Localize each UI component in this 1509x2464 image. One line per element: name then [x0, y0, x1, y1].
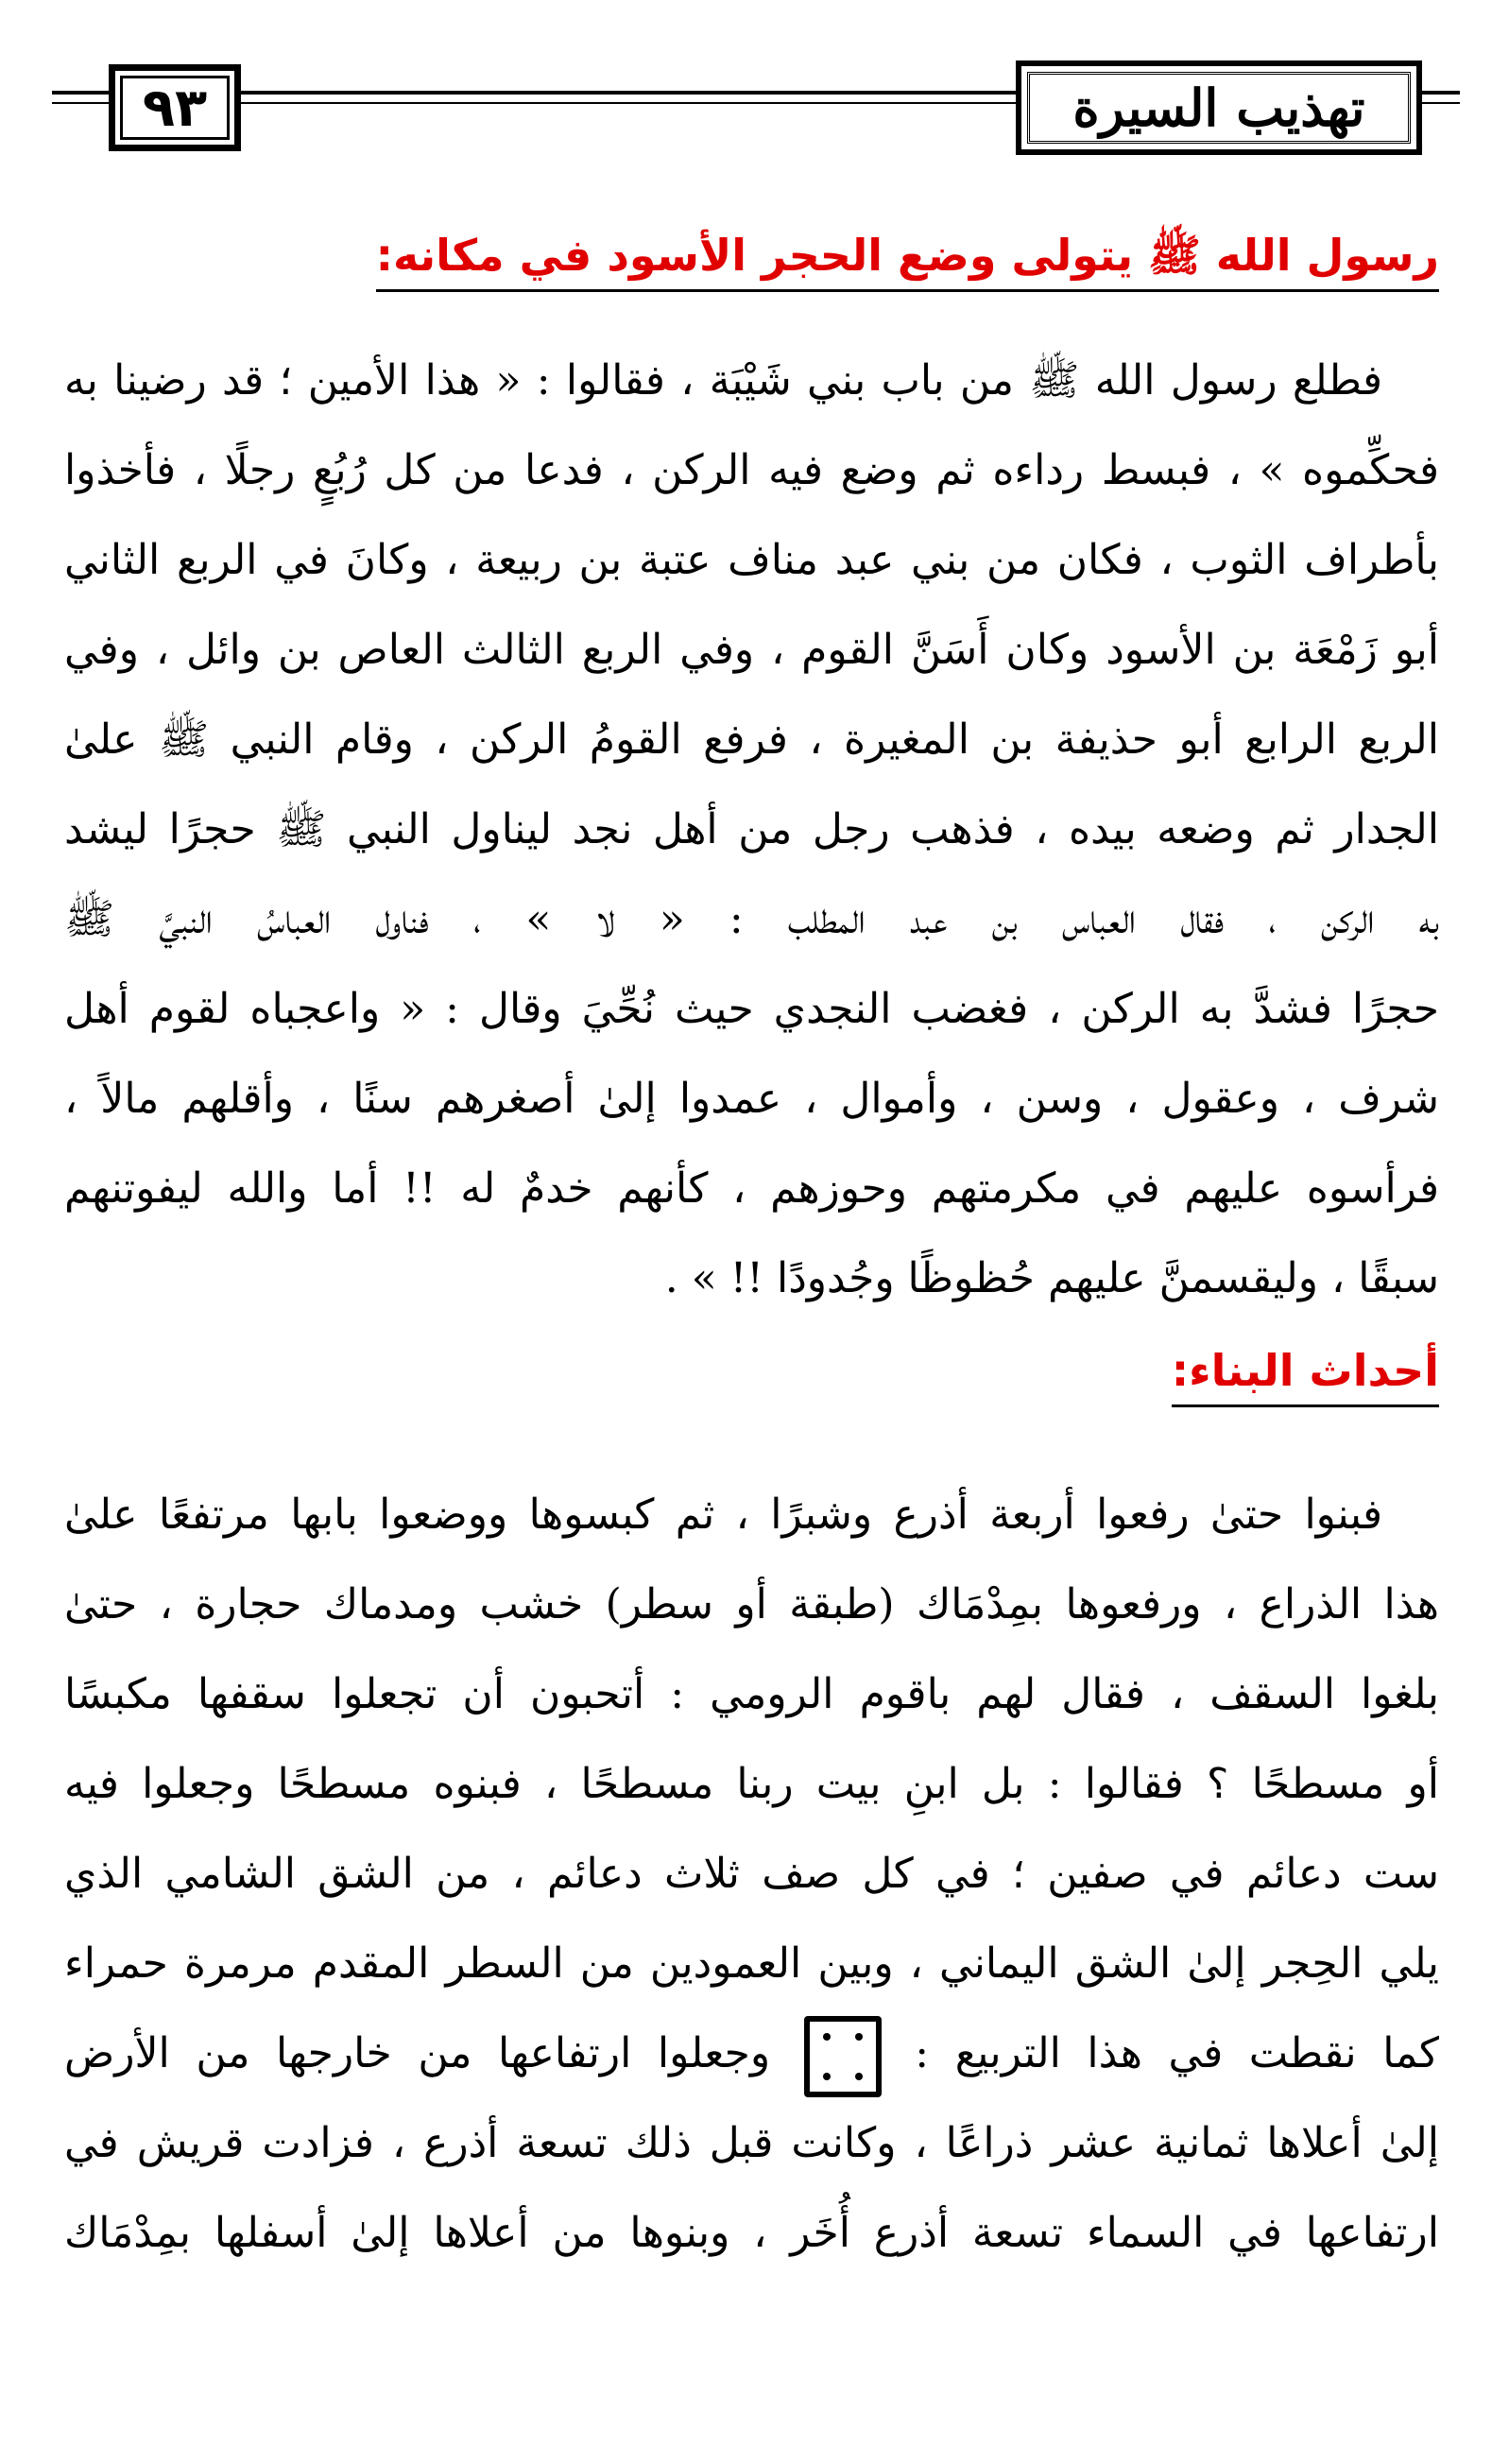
text-line: هذا الذراع ، ورفعوها بمِدْمَاك (طبقة أو سطر) خشب ومدماك حجارة ، حتىٰ: [64, 1580, 1439, 1628]
text-line: الجدار ثم وضعه بيده ، فذهب رجل من أهل نجد ليناول النبي ﷺ حجرًا ليشد: [64, 805, 1439, 853]
header-rule-middle-thin: [241, 102, 1016, 104]
section-heading-black-stone: رسول الله ﷺ يتولى وضع الحجر الأسود في مكانه:: [376, 227, 1439, 292]
text-line: أو مسطحًا ؟ فقالوا : بل ابنِ بيت ربنا مسطحًا ، فبنوه مسطحًا وجعلوا فيه: [64, 1760, 1439, 1808]
text-after-figure: وجعلوا ارتفاعها من خارجها من الأرض: [64, 2029, 771, 2077]
text-line: به الركن ، فقال العباس بن عبد المطلب : « لا » ، فناول العباسُ النبيَّ ﷺ: [64, 895, 1439, 943]
page-header: [52, 57, 1460, 161]
header-rule-left-thin: [52, 102, 109, 104]
header-rule-right-thin: [1422, 102, 1460, 104]
paragraph-construction: [64, 1470, 1439, 2278]
text-line: يلي الحِجر إلىٰ الشق اليماني ، وبين العمودين من السطر المقدم مرمرة حمراء: [64, 1939, 1439, 1988]
text-line: فرأسوه عليهم في مكرمتهم وحوزهم ، كأنهم خدمٌ له !! أما والله ليفوتنهم: [64, 1164, 1439, 1213]
text-line: بأطراف الثوب ، فكان من بني عبد مناف عتبة بن ربيعة ، وكانَ في الربع الثاني: [64, 536, 1439, 584]
section-heading-construction: أحداث البناء:: [1172, 1342, 1439, 1407]
book-title: تهذيب السيرة: [1072, 78, 1365, 138]
header-rule-middle: [241, 91, 1016, 95]
book-title-box: [1016, 60, 1422, 155]
text-line: أبو زَمْعَة بن الأسود وكان أَسَنَّ القوم ، وفي الربع الثالث العاص بن وائل ، وفي: [64, 626, 1439, 674]
text-line: ارتفاعها في السماء تسعة أذرع أُخَر ، وبنوها من أعلاها إلىٰ أسفلها بمِدْمَاك: [64, 2209, 1439, 2257]
text-line: ست دعائم في صفين ؛ في كل صف ثلاث دعائم ، من الشق الشامي الذي: [64, 1850, 1439, 1898]
text-line: الربع الرابع أبو حذيفة بن المغيرة ، فرفع القومُ الركن ، وقام النبي ﷺ علىٰ: [64, 715, 1439, 764]
four-dots-figure: [804, 2016, 882, 2097]
header-rule-right: [1422, 91, 1460, 95]
text-line: فبنوا حتىٰ رفعوا أربعة أذرع وشبرًا ، ثم كبسوها ووضعوا بابها مرتفعًا علىٰ: [64, 1490, 1382, 1539]
text-line: إلىٰ أعلاها ثمانية عشر ذراعًا ، وكانت قبل ذلك تسعة أذرع ، فزادت قريش في: [64, 2119, 1439, 2167]
text-line: سبقًا ، وليقسمنَّ عليهم حُظوظًا وجُدودًا !! » .: [664, 1254, 1439, 1302]
text-line: فطلع رسول الله ﷺ من باب بني شَيْبَة ، فقالوا : « هذا الأمين ؛ قد رضينا به: [64, 356, 1382, 405]
page-number: ٩٣: [142, 77, 208, 139]
text-before-figure: كما نقطت في هذا التربيع :: [915, 2029, 1439, 2077]
page-number-box: [109, 64, 241, 151]
text-line: شرف ، وعقول ، وسن ، وأموال ، عمدوا إلىٰ أصغرهم سنًا ، وأقلهم مالاً ،: [64, 1075, 1439, 1123]
text-line: فحكِّموه » ، فبسط رداءه ثم وضع فيه الركن ، فدعا من كل رُبُعٍ رجلًا ، فأخذوا: [64, 446, 1439, 494]
text-line: بلغوا السقف ، فقال لهم باقوم الرومي : أتحبون أن تجعلوا سقفها مكبسًا: [64, 1670, 1439, 1718]
text-line: حجرًا فشدَّ به الركن ، فغضب النجدي حيث نُحِّيَ وقال : « واعجباه لقوم أهل: [64, 985, 1439, 1033]
paragraph-black-stone: [64, 336, 1439, 1323]
header-rule-left: [52, 91, 109, 95]
text-line-with-figure: [64, 2008, 1439, 2098]
